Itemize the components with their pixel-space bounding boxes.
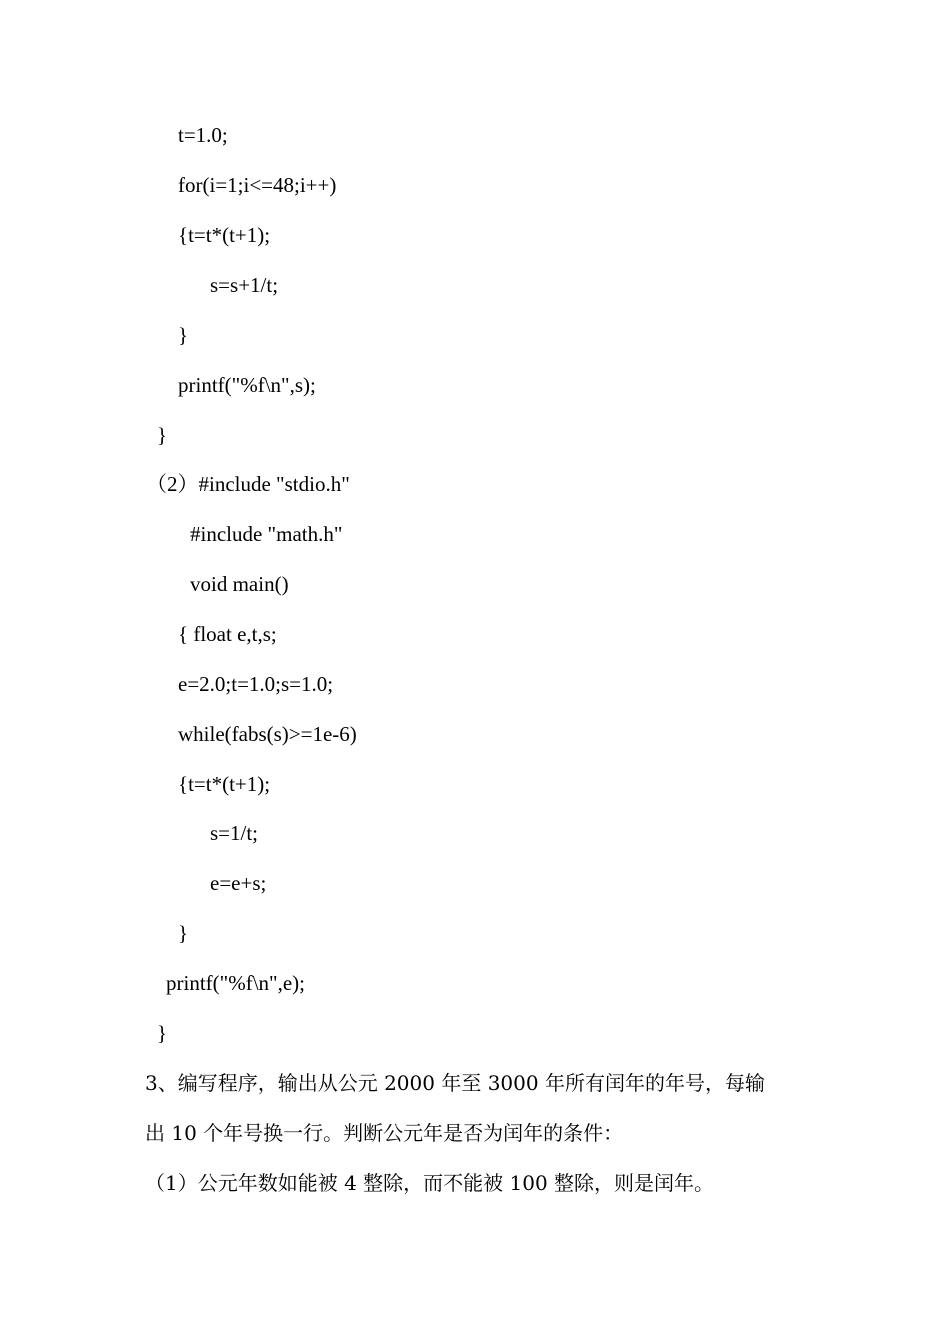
paragraph-line: （1）公元年数如能被 4 整除，而不能被 100 整除，则是闰年。 [145, 1171, 715, 1195]
code-line: {t=t*(t+1); [178, 772, 271, 796]
code-line: { float e,t,s; [178, 622, 277, 646]
code-line: s=s+1/t; [210, 273, 279, 297]
code-line: } [178, 921, 189, 945]
code-line: #include "math.h" [190, 522, 343, 546]
code-line: void main() [190, 572, 289, 596]
code-line: {t=t*(t+1); [178, 223, 271, 247]
code-line: printf("%f\n",e); [166, 971, 306, 995]
paragraph-line: 3、编写程序，输出从公元 2000 年至 3000 年所有闰年的年号，每输 [145, 1071, 765, 1095]
code-line: printf("%f\n",s); [178, 373, 316, 397]
code-line: } [157, 1021, 168, 1045]
code-line: e=2.0;t=1.0;s=1.0; [178, 672, 334, 696]
code-line: （2）#include "stdio.h" [146, 472, 350, 496]
code-line: s=1/t; [210, 821, 259, 845]
paragraph-line: 出 10 个年号换一行。判断公元年是否为闰年的条件： [145, 1121, 624, 1145]
code-line: e=e+s; [210, 871, 267, 895]
code-line: for(i=1;i<=48;i++) [178, 173, 337, 197]
code-line: while(fabs(s)>=1e-6) [178, 722, 357, 746]
code-line: } [178, 323, 189, 347]
code-line: } [157, 423, 168, 447]
code-line: t=1.0; [178, 123, 228, 147]
